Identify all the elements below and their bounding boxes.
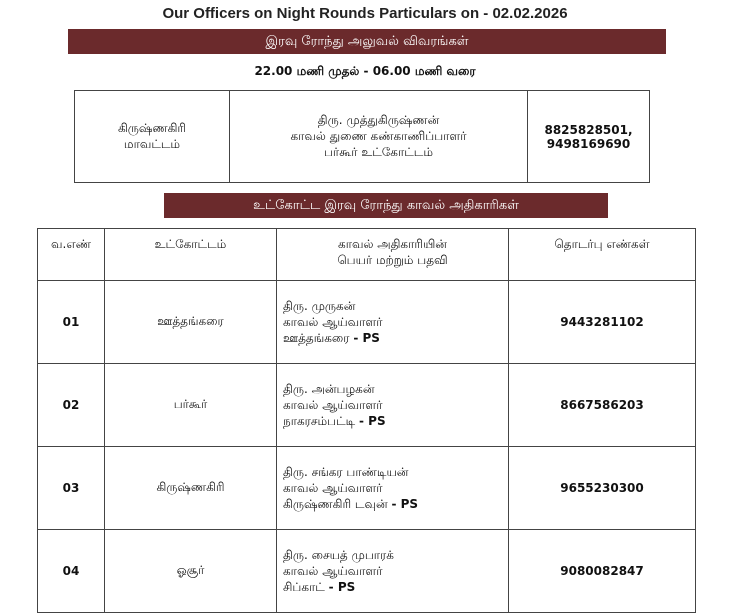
- officer-name: திரு. சங்கர பாண்டியன்: [283, 465, 409, 479]
- officer-station: [283, 496, 508, 512]
- page-title: Our Officers on Night Rounds Particulars on - 02.02.2026: [162, 5, 568, 22]
- subdivision-officers-table: [37, 228, 696, 613]
- phone-number: 9655230300: [509, 447, 696, 530]
- officer-name: திரு. முத்துகிருஷ்ணன்: [317, 112, 440, 127]
- ps-label: - PS: [359, 414, 386, 428]
- phone-number: 9498169690: [546, 136, 631, 151]
- officer-station: [283, 413, 508, 429]
- serial-no: 02: [38, 364, 105, 447]
- serial-no: 03: [38, 447, 105, 530]
- district-cell: [75, 91, 230, 183]
- phone-number: 9443281102: [509, 281, 696, 364]
- subdivision: பர்கூர்: [105, 364, 277, 447]
- officer-name: திரு. சையத் முபாரக்: [283, 548, 394, 562]
- officer-rank: காவல் ஆய்வாளர்: [283, 398, 383, 412]
- section-banner-subdivision-officers: உட்கோட்ட இரவு ரோந்து காவல் அதிகாரிகள்: [164, 193, 608, 218]
- table-header-row: [38, 229, 696, 281]
- time-range: 22.00 மணி முதல் - 06.00 மணி வரை: [254, 64, 476, 78]
- officer-station: [283, 330, 508, 346]
- officer-rank: காவல் ஆய்வாளர்: [283, 315, 383, 329]
- phone-number: 8667586203: [509, 364, 696, 447]
- officer-rank: காவல் துணை கண்காணிப்பாளர்: [290, 128, 467, 143]
- officer-name: திரு. முருகன்: [283, 299, 356, 313]
- serial-no: 04: [38, 530, 105, 613]
- subdivision: ஊத்தங்கரை: [105, 281, 277, 364]
- phone-number: 9080082847: [509, 530, 696, 613]
- header-officer: [277, 229, 509, 281]
- officer-details: [277, 364, 509, 447]
- subdivision: கிருஷ்ணகிரி: [105, 447, 277, 530]
- header-officer-line2: பெயர் மற்றும் பதவி: [337, 253, 448, 267]
- officer-rank: காவல் ஆய்வாளர்: [283, 564, 383, 578]
- table-row: [38, 447, 696, 530]
- district-name: கிருஷ்ணகிரி: [117, 120, 187, 135]
- subdivision: ஓசூர்: [105, 530, 277, 613]
- officer-details: [277, 530, 509, 613]
- header-phone: தொடர்பு எண்கள்: [509, 229, 696, 281]
- officer-details: [277, 447, 509, 530]
- ps-label: - PS: [353, 331, 380, 345]
- phone-cell: [528, 91, 650, 183]
- officer-details: [277, 281, 509, 364]
- officer-cell: [230, 91, 528, 183]
- section-banner-night-rounds: இரவு ரோந்து அலுவல் விவரங்கள்: [68, 29, 666, 54]
- table-row: [38, 530, 696, 613]
- district-label: மாவட்டம்: [123, 136, 181, 151]
- table-row: [38, 281, 696, 364]
- phone-number: 8825828501,: [544, 122, 633, 137]
- officer-rank: காவல் ஆய்வாளர்: [283, 481, 383, 495]
- station-name: கிருஷ்ணகிரி டவுன்: [283, 497, 388, 511]
- officer-station: [283, 579, 508, 595]
- ps-label: - PS: [328, 580, 356, 594]
- header-serial-no: வ.எண்: [38, 229, 105, 281]
- header-subdivision: உட்கோட்டம்: [105, 229, 277, 281]
- station-name: ஊத்தங்கரை: [283, 331, 350, 345]
- district-officer-table: [74, 90, 650, 183]
- ps-label: - PS: [391, 497, 419, 511]
- serial-no: 01: [38, 281, 105, 364]
- header-officer-line1: காவல் அதிகாரியின்: [338, 237, 447, 251]
- station-name: சிப்காட்: [283, 580, 325, 594]
- station-name: நாகரசம்பட்டி: [283, 414, 356, 428]
- table-row: [38, 364, 696, 447]
- officer-subdivision: பர்கூர் உட்கோட்டம்: [324, 144, 433, 159]
- officer-name: திரு. அன்பழகன்: [283, 382, 375, 396]
